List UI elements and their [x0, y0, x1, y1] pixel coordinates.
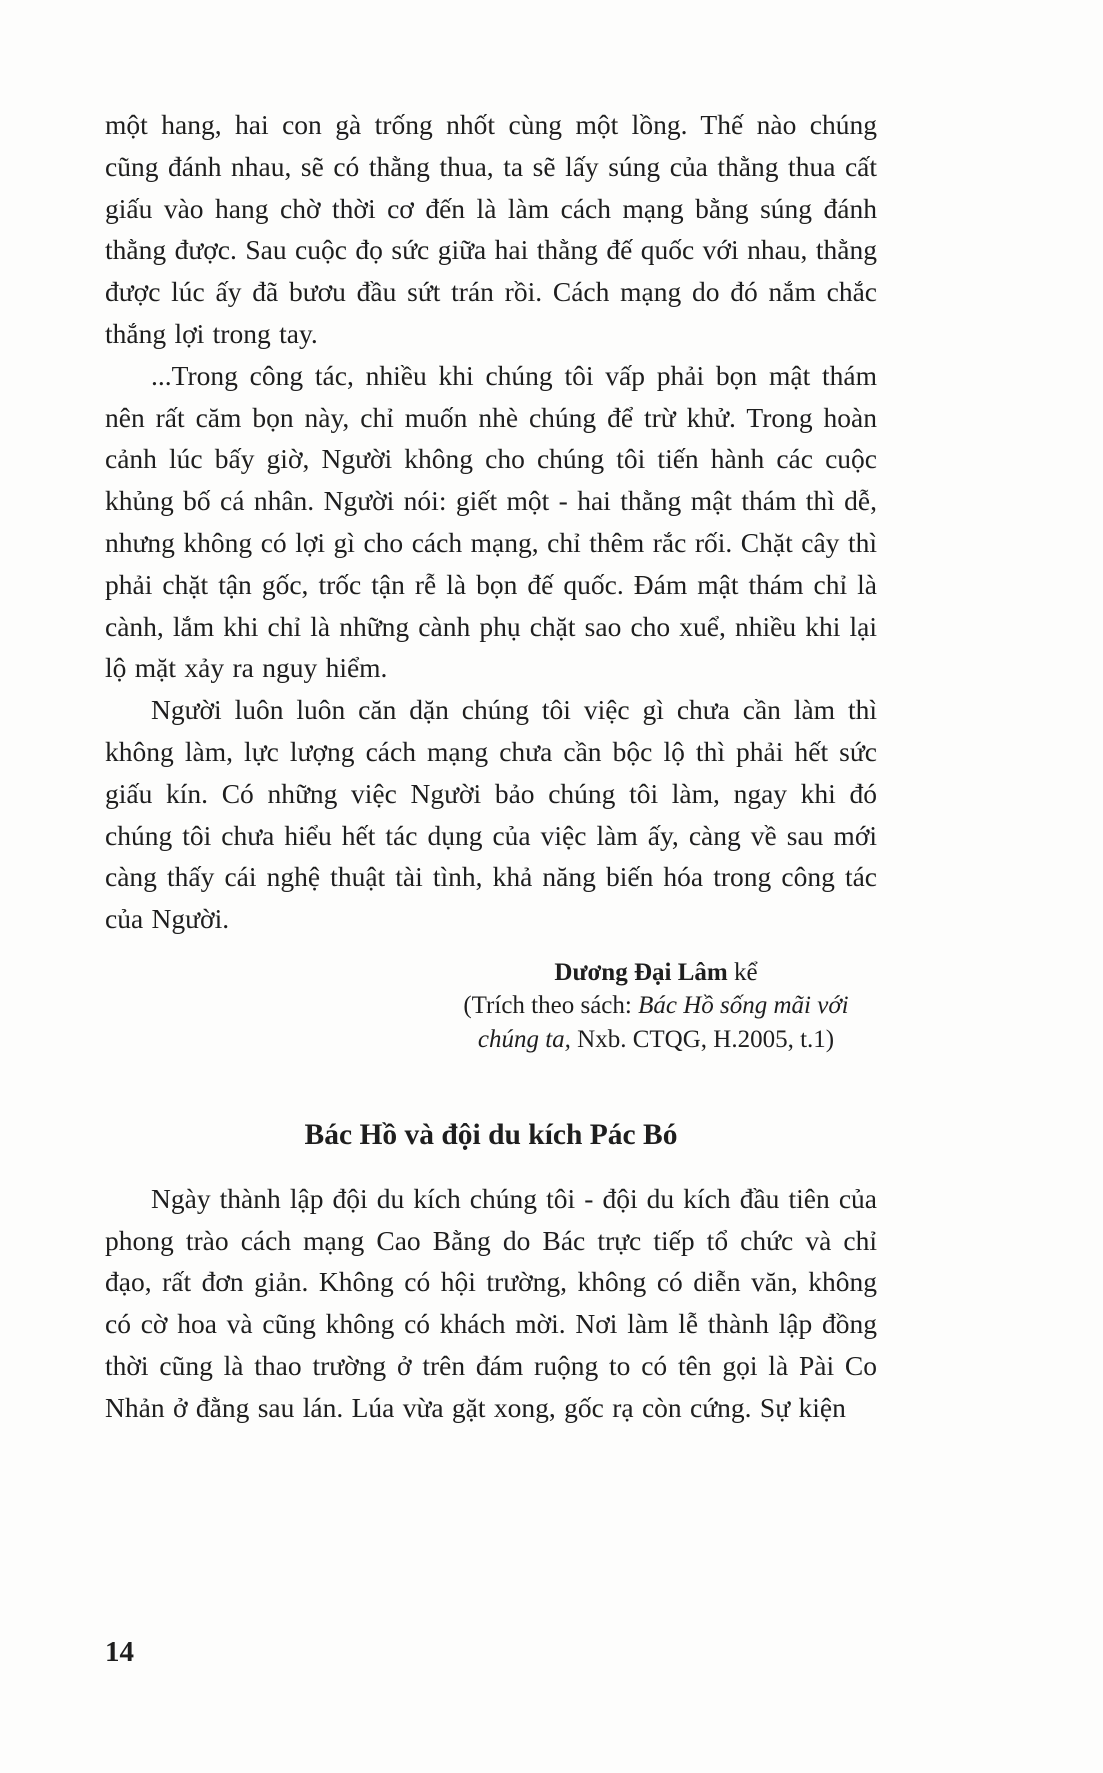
section-title: Bác Hồ và đội du kích Pác Bó [304, 1119, 678, 1152]
attribution-author-line [441, 956, 871, 990]
body-paragraph: ...Trong công tác, nhiều khi chúng tôi vấp phải bọn mật thám nên rất căm bọn này, chỉ muốn nhè chúng để trừ khử. Trong hoàn cảnh lúc bấy giờ, Người không cho chúng tôi tiến hành các cuộc khủng bố cá nhân. Người nói: giết một - hai thằng mật thám thì dễ, nhưng không có lợi gì cho cách mạng, chỉ thêm rắc rối. Chặt cây thì phải chặt tận gốc, trốc tận rễ là bọn đế quốc. Đám mật thám chỉ là cành, lắm khi chỉ là những cành phụ chặt sao cho xuể, nhiều khi lại lộ mặt xảy ra nguy hiểm. [105, 359, 877, 684]
attribution-block [441, 956, 871, 1057]
attribution-role: kể [727, 958, 758, 986]
source-title: Bác Hồ sống mãi với chúng ta, [477, 992, 849, 1053]
body-paragraph: một hang, hai con gà trống nhốt cùng một lồng. Thế nào chúng cũng đánh nhau, sẽ có thằng thua, ta sẽ lấy súng của thằng thua cất giấu vào hang chờ thời cơ đến là làm cách mạng bằng súng đánh thằng được. Sau cuộc đọ sức giữa hai thằng đế quốc với nhau, thằng được lúc ấy đã bươu đầu sứt trán rồi. Cách mạng do đó nắm chắc thắng lợi trong tay. [105, 109, 877, 349]
page-content [105, 104, 877, 1429]
source-prefix: (Trích theo sách: [463, 992, 639, 1020]
attribution-source-line [441, 989, 871, 1056]
source-suffix: Nxb. CTQG, H.2005, t.1) [570, 1025, 835, 1053]
attribution-author: Dương Đại Lâm [554, 958, 728, 986]
body-paragraph: Người luôn luôn căn dặn chúng tôi việc gì chưa cần làm thì không làm, lực lượng cách mạng chưa cần bộc lộ thì phải hết sức giấu kín. Có những việc Người bảo chúng tôi làm, ngay khi đó chúng tôi chưa hiểu hết tác dụng của việc làm ấy, càng về sau mới càng thấy cái nghệ thuật tài tình, khả năng biến hóa trong công tác của Người. [105, 694, 877, 935]
body-paragraph: Ngày thành lập đội du kích chúng tôi - đội du kích đầu tiên của phong trào cách mạng Cao Bằng do Bác trực tiếp tổ chức và chỉ đạo, rất đơn giản. Không có hội trường, không có diễn văn, không có cờ hoa và cũng không có khách mời. Nơi làm lễ thành lập đồng thời cũng là thao trường ở trên đám ruộng to có tên gọi là Pài Co Nhản ở đằng sau lán. Lúa vừa gặt xong, gốc rạ còn cứng. Sự kiện [105, 1182, 877, 1423]
page-number: 14 [105, 1636, 134, 1668]
